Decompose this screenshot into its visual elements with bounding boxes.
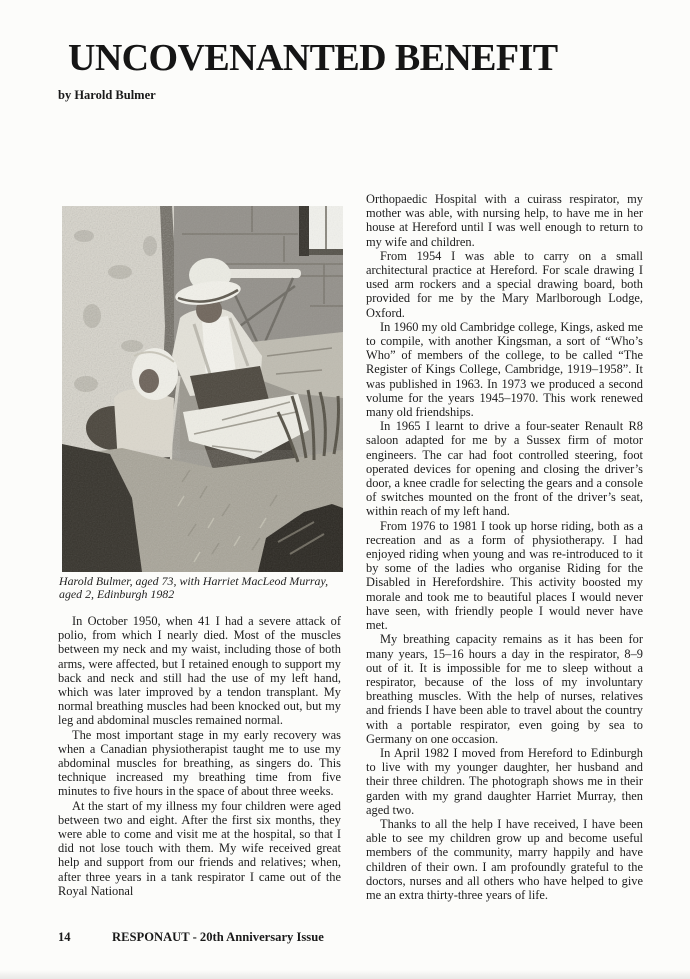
- photo-grain: [62, 206, 343, 572]
- paragraph: In 1965 I learnt to drive a four-seater Renault R8 saloon adapted for me by a Sussex firm of motor engineers. The car had foot controlled steering, foot operated devices for opening and closing the driver’s door, a knee cradle for selecting the gears and a console of switches mounted on the front of the driver’s seat, within reach of my left hand.: [366, 419, 643, 519]
- paragraph: Thanks to all the help I have received, I have been able to see my children grow up and become useful members of the community, marry happily and have children of their own. I am profoundly grateful to the doctors, nurses and all others who have helped to give me an extra thirty-three years of life.: [366, 816, 643, 902]
- article-photograph: [62, 206, 343, 572]
- right-column: [366, 192, 643, 902]
- page-footer: [58, 930, 358, 946]
- paragraph: In October 1950, when 41 I had a severe attack of polio, from which I nearly died. Most of the muscles between my neck and my waist, including those of both arms, were affected, but I retained enough to support my back and neck and still had the use of my left hand, which was later improved by a tendon transplant. My normal breathing muscles had been knocked out, but my leg and abdominal muscles remained normal.: [58, 614, 341, 728]
- paragraph: From 1976 to 1981 I took up horse riding, both as a recreation and as a form of physiotherapy. I had enjoyed riding when young and was re-introduced to it by some of the ladies who organise Riding for the Disabled in Herefordshire. This activity boosted my morale and took me to beautiful places I would never have seen, with friendly people I would never have met.: [366, 518, 643, 633]
- article-byline: by Harold Bulmer: [58, 88, 156, 102]
- left-column: [58, 614, 341, 898]
- journal-title: RESPONAUT - 20th Anniversary Issue: [112, 930, 324, 944]
- photo-caption: Harold Bulmer, aged 73, with Harriet MacLeod Murray, aged 2, Edinburgh 1982: [59, 574, 329, 601]
- paragraph: At the start of my illness my four children were aged between two and eight. After the first six months, they were able to come and visit me at the hospital, so that I did not lose touch with them. My wife received great help and support from our friends and relatives; when, after three years in a tank respirator I came out of the Royal National: [58, 798, 341, 898]
- paragraph: My breathing capacity remains as it has been for many years, 15–16 hours a day in the respirator, 8–9 out of it. It is impossible for me to sleep without a respirator, because of the loss of my involuntary breathing muscles. With the help of nurses, relatives and friends I have been able to travel about the country with a portable respirator, even going by sea to Germany on one occasion.: [366, 632, 643, 746]
- paragraph: Orthopaedic Hospital with a cuirass respirator, my mother was able, with nursing help, to have me in her house at Hereford until I was well enough to return to my wife and children.: [366, 192, 643, 249]
- page-number: 14: [58, 930, 71, 944]
- paragraph: In April 1982 I moved from Hereford to Edinburgh to live with my younger daughter, her husband and their three children. The photograph shows me in their garden with my grand daughter Harriet Murray, then aged two.: [366, 745, 643, 817]
- paragraph: The most important stage in my early recovery was when a Canadian physiotherapist taught me to use my abdominal muscles for breathing, as singers do. This technique increased my breathing time from five minutes to five hours in the space of about three weeks.: [58, 727, 341, 799]
- photo-illustration: [62, 206, 343, 572]
- article-title: UNCOVENANTED BENEFIT: [68, 37, 558, 79]
- paragraph: In 1960 my old Cambridge college, Kings, asked me to compile, with another Kingsman, a sort of “Who’s Who” of members of the college, to be called “The Register of Kings College, Cambridge, 1919–1958”. It was published in 1963. In 1973 we produced a second volume for the years 1945–1970. This work renewed many old friendships.: [366, 319, 643, 420]
- paragraph: From 1954 I was able to carry on a small architectural practice at Hereford. For scale drawing I used arm rockers and a special drawing board, both provided for me by the Mary Marlborough Lodge, Oxford.: [366, 248, 643, 320]
